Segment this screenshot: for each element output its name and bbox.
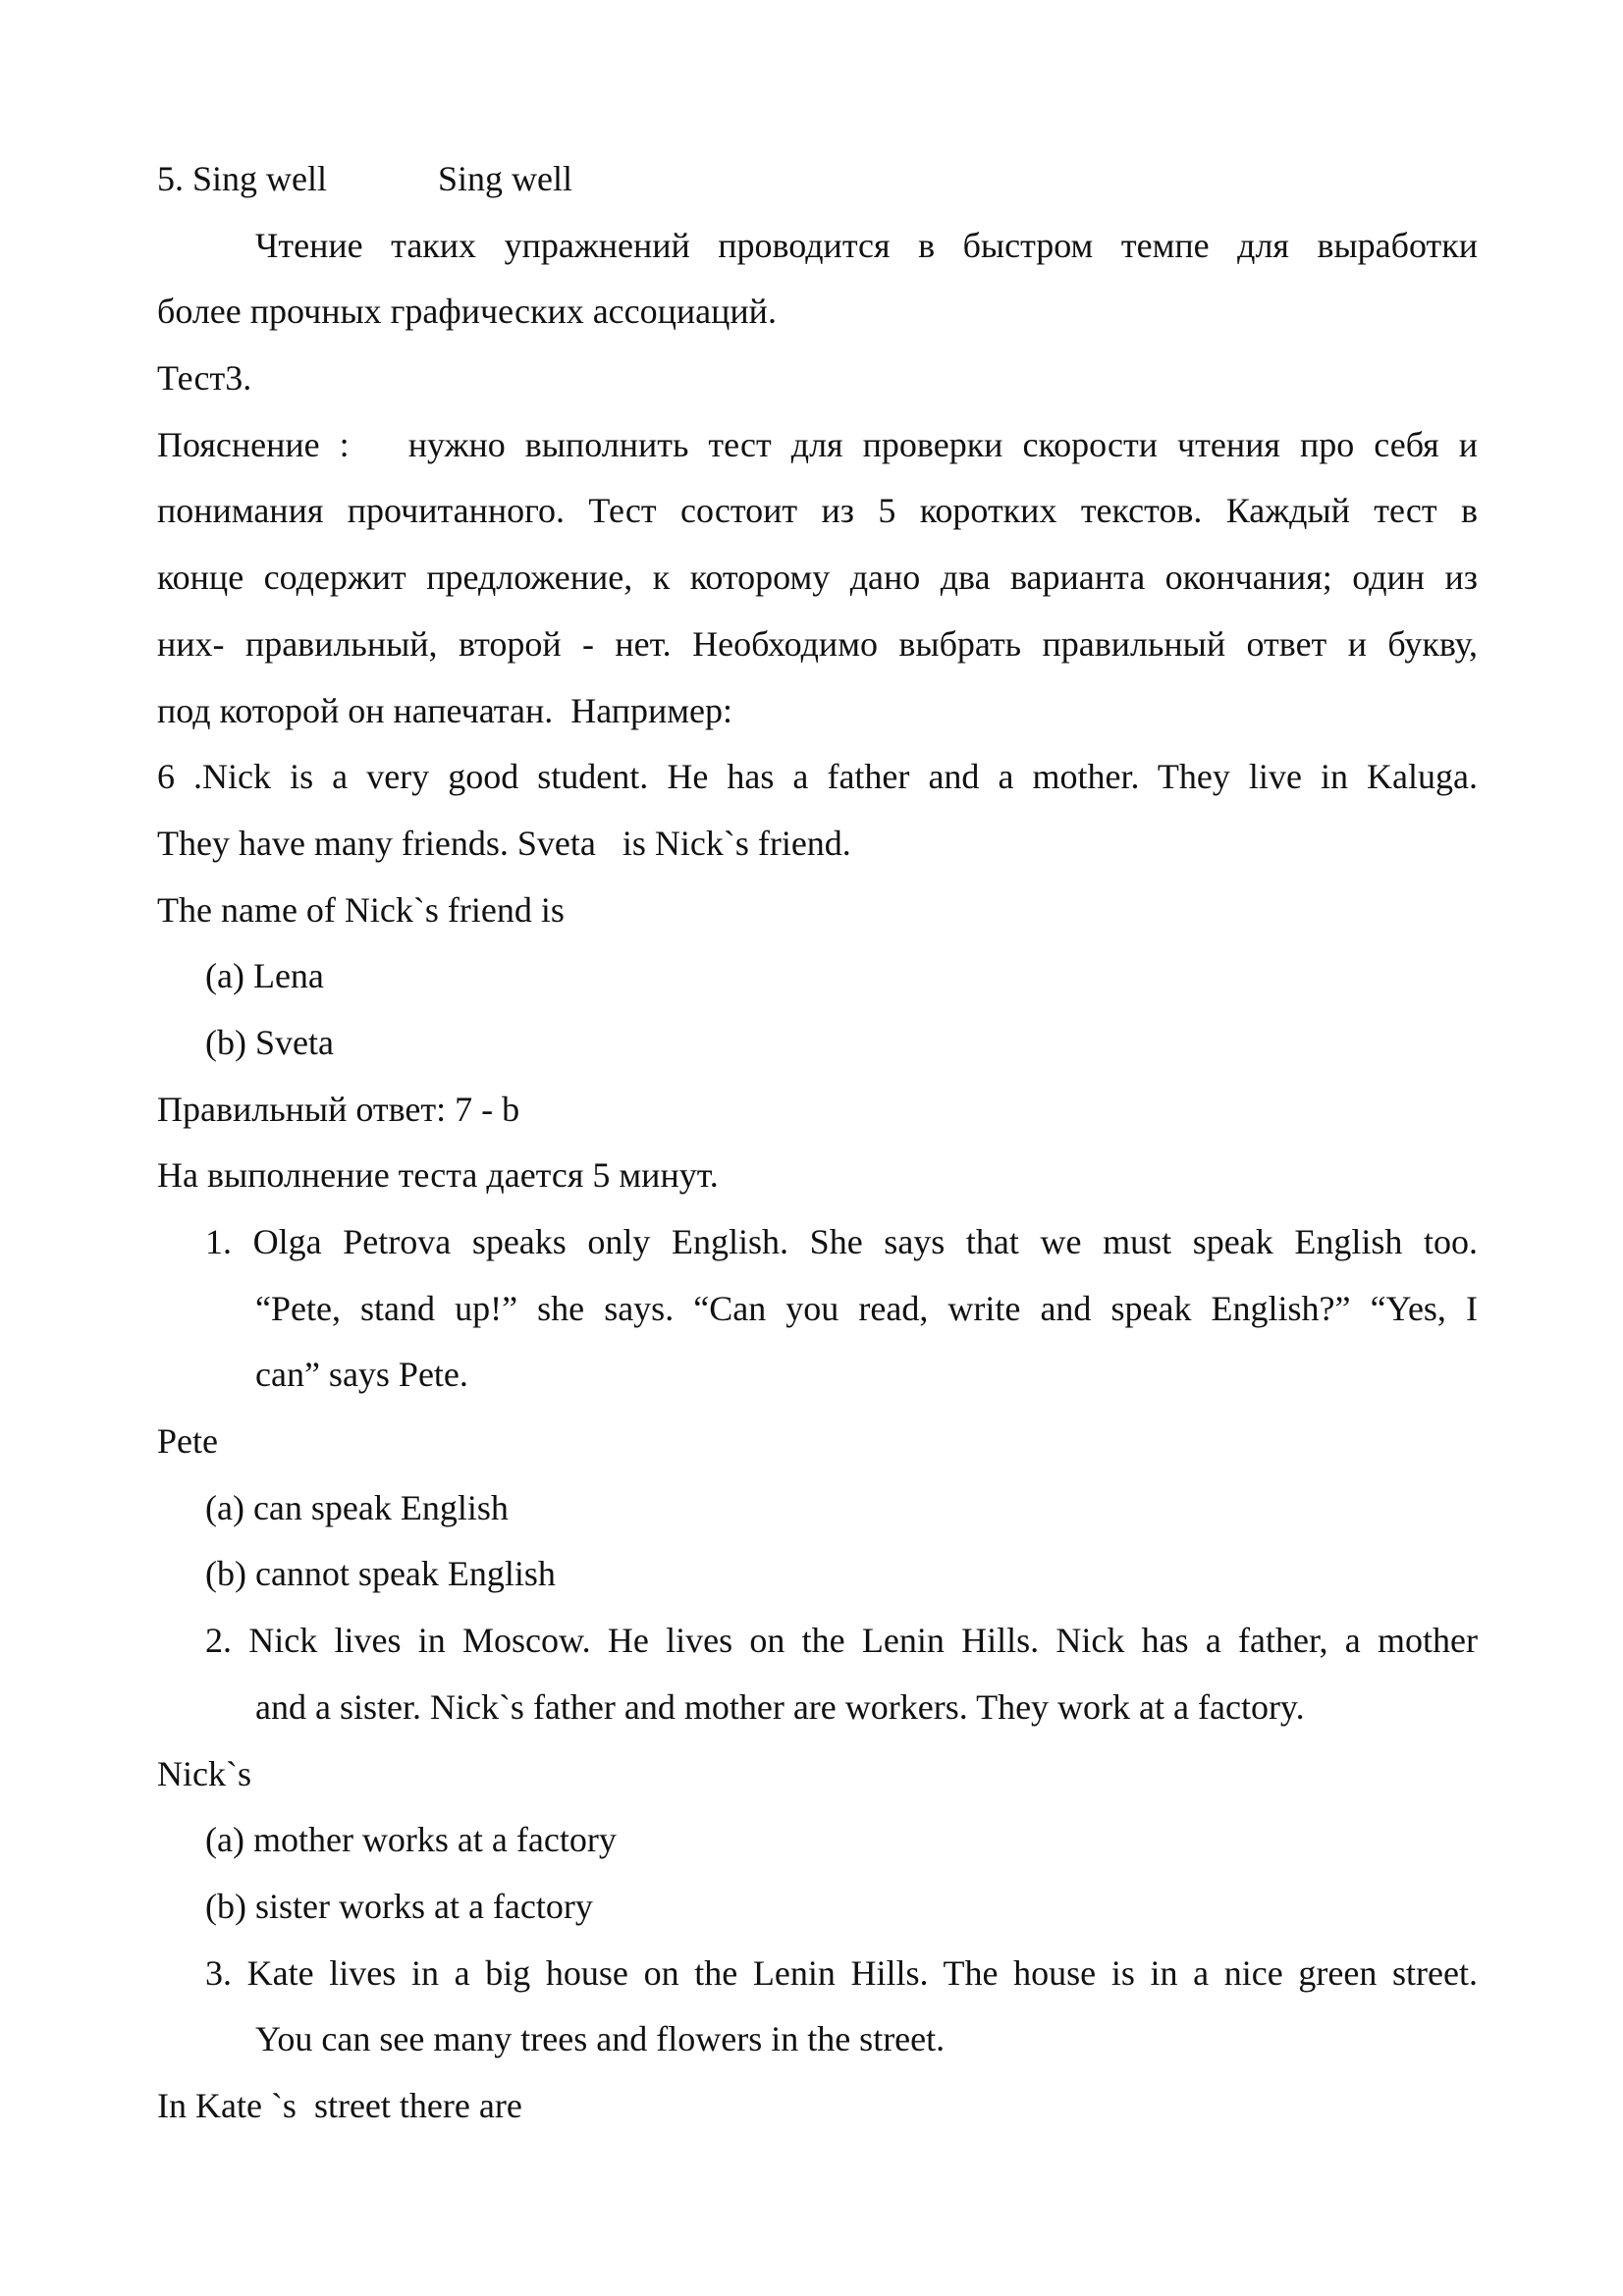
- time-note: На выполнение теста дается 5 минут.: [157, 1155, 719, 1196]
- explanation-line: конце содержит предложение, к которому дано два варианта окончания; один из: [157, 558, 1478, 598]
- explanation-line: Пояснение : нужно выполнить тест для проверки скорости чтения про себя и: [157, 424, 1478, 464]
- exercise-left: 5. Sing well: [157, 159, 328, 198]
- example-option-b: (b) Sveta: [205, 1022, 334, 1062]
- test-title: Тест3.: [157, 358, 252, 399]
- question-1-text: “Pete, stand up!” she says. “Can you read, write and speak English?” “Yes, I: [255, 1288, 1478, 1328]
- explanation-line: понимания прочитанного. Тест состоит из 5 коротких текстов. Каждый тест в: [157, 491, 1478, 531]
- exercise-right: Sing well: [438, 159, 573, 198]
- question-2-text: 2. Nick lives in Moscow. He lives on the Lenin Hills. Nick has a father, a mother: [205, 1621, 1478, 1661]
- question-2-option-a: (a) mother works at a factory: [205, 1820, 617, 1860]
- example-stem: The name of Nick`s friend is: [157, 889, 565, 930]
- question-3-stem: In Kate `s street there are: [157, 2085, 522, 2125]
- intro-line: более прочных графических ассоциаций.: [157, 292, 777, 332]
- question-2-option-b: (b) sister works at a factory: [205, 1886, 593, 1926]
- intro-line: Чтение таких упражнений проводится в быстром темпе для выработки: [255, 225, 1478, 265]
- question-1-stem: Pete: [157, 1421, 218, 1462]
- question-1-option-b: (b) cannot speak English: [205, 1554, 556, 1594]
- question-2-text: and a sister. Nick`s father and mother are workers. They work at a factory.: [255, 1686, 1305, 1727]
- example-text: 6 .Nick is a very good student. He has a father and a mother. They live in Kaluga.: [157, 757, 1478, 797]
- explanation-line: под которой он напечатан. Например:: [157, 690, 733, 730]
- question-3-text: 3. Kate lives in a big house on the Lenin Hills. The house is in a nice green street.: [205, 1952, 1478, 1993]
- exercise-5-line: [157, 146, 1478, 213]
- question-1-text: 1. Olga Petrova speaks only English. She says that we must speak English too.: [205, 1222, 1478, 1261]
- question-1-option-a: (a) can speak English: [205, 1487, 509, 1527]
- document-page: [157, 146, 1478, 2140]
- example-option-a: (a) Lena: [205, 956, 324, 996]
- question-2-stem: Nick`s: [157, 1753, 251, 1793]
- question-3-text: You can see many trees and flowers in the street.: [255, 2019, 946, 2059]
- example-answer: Правильный ответ: 7 - b: [157, 1089, 520, 1129]
- explanation-line: них- правильный, второй - нет. Необходимо выбрать правильный ответ и букву,: [157, 623, 1478, 664]
- question-1-text: can” says Pete.: [255, 1355, 468, 1395]
- example-text: They have many friends. Sveta is Nick`s friend.: [157, 823, 851, 863]
